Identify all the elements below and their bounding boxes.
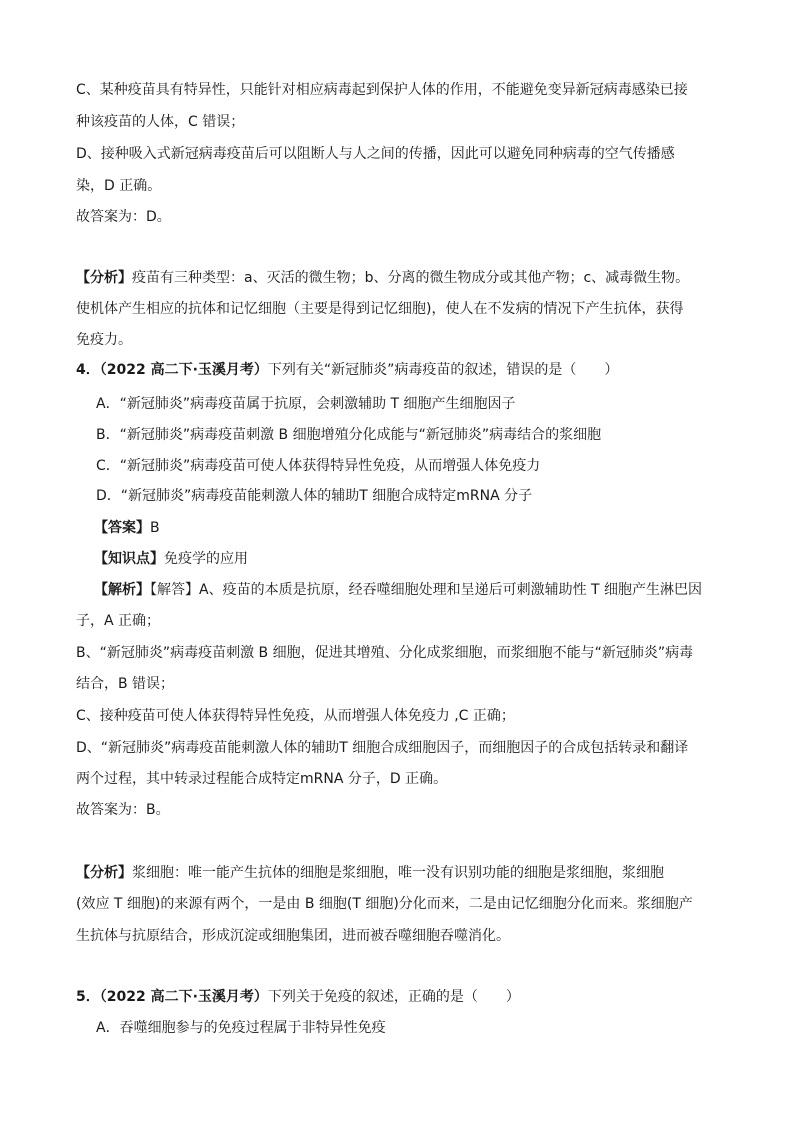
analysis-text: 浆细胞：唯一能产生抗体的细胞是浆细胞，唯一没有识别功能的细胞是浆细胞，浆细胞 bbox=[132, 865, 664, 881]
question-4-final-answer: 故答案为：B。 bbox=[76, 802, 170, 818]
question-5-source: （2022 高二下·玉溪月考） bbox=[99, 989, 268, 1005]
question-4-explain-c: C、接种疫苗可使人体获得特异性免疫，从而增强人体免疫力 ,C 正确； bbox=[76, 708, 515, 724]
question-4-explain-line-1 bbox=[94, 580, 734, 602]
question-4-stem bbox=[76, 360, 734, 382]
question-4-analysis-line-1 bbox=[76, 863, 734, 885]
question-5-number: 5． bbox=[76, 989, 100, 1005]
analysis-label: 【分析】 bbox=[76, 865, 132, 881]
question-4-knowledge bbox=[94, 549, 734, 571]
question-5-text: 下列关于免疫的叙述，正确的是（ ） bbox=[267, 989, 520, 1005]
question-4-number: 4． bbox=[76, 362, 100, 378]
question-4-text: 下列有关“新冠肺炎”病毒疫苗的叙述，错误的是（ ） bbox=[267, 362, 619, 378]
question-4-explain-b-line-2: 结合，B 错误； bbox=[76, 676, 175, 692]
prev-option-d-line-2: 染，D 正确。 bbox=[76, 178, 162, 194]
prev-analysis-text: 疫苗有三种类型：a、灭活的微生物；b、分离的微生物成分或其他产物；c、减毒微生物。 bbox=[132, 270, 690, 286]
prev-option-c-line-1: C、某种疫苗具有特异性，只能针对相应病毒起到保护人体的作用，不能避免变异新冠病毒感染已接 bbox=[76, 82, 688, 98]
question-5-stem bbox=[76, 987, 734, 1009]
question-4-analysis-line-3: 生抗体与抗原结合，形成沉淀或细胞集团，进而被吞噬细胞吞噬消化。 bbox=[76, 928, 510, 944]
prev-analysis-line-2: 使机体产生相应的抗体和记忆细胞（主要是得到记忆细胞)，使人在不发病的情况下产生抗体，获得 bbox=[76, 301, 684, 317]
question-4-option-a: A．“新冠肺炎”病毒疫苗属于抗原，会刺激辅助 T 细胞产生细胞因子 bbox=[96, 396, 516, 412]
knowledge-value: 免疫学的应用 bbox=[164, 551, 248, 567]
question-4-explain-line-2: 子，A 正确； bbox=[76, 613, 161, 629]
prev-analysis-line-3: 免疫力。 bbox=[76, 332, 132, 348]
answer-value: B bbox=[150, 520, 160, 536]
question-5-option-a: A．吞噬细胞参与的免疫过程属于非特异性免疫 bbox=[96, 1020, 386, 1036]
answer-label: 【答案】 bbox=[94, 520, 150, 536]
explain-label: 【解析】 bbox=[94, 582, 150, 598]
question-4-analysis-line-2: (效应 T 细胞)的来源有两个，一是由 B 细胞(T 细胞)分化而来，二是由记忆细胞分化而来。浆细胞产 bbox=[76, 896, 693, 912]
question-4-option-c: C．“新冠肺炎”病毒疫苗可使人体获得特异性免疫，从而增强人体免疫力 bbox=[96, 458, 541, 474]
prev-analysis-line-1 bbox=[76, 268, 734, 290]
question-4-explain-d-line-1: D、“新冠肺炎”病毒疫苗能刺激人体的辅助T 细胞合成细胞因子，而细胞因子的合成包括转录和翻译 bbox=[76, 740, 689, 756]
question-4-explain-b-line-1: B、“新冠肺炎”病毒疫苗刺激 B 细胞，促进其增殖、分化成浆细胞，而浆细胞不能与“新冠肺炎”病毒 bbox=[76, 645, 694, 661]
question-4-option-d: D．“新冠肺炎”病毒疫苗能刺激人体的辅助T 细胞合成特定mRNA 分子 bbox=[96, 488, 533, 504]
knowledge-label: 【知识点】 bbox=[94, 551, 164, 567]
question-4-source: （2022 高二下·玉溪月考） bbox=[99, 362, 268, 378]
prev-answer-line: 故答案为：D。 bbox=[76, 209, 171, 225]
prev-analysis-label: 【分析】 bbox=[76, 270, 132, 286]
explain-text: 【解答】A、疫苗的本质是抗原，经吞噬细胞处理和呈递后可刺激辅助性 T 细胞产生淋巴因 bbox=[150, 582, 703, 598]
question-4-answer bbox=[94, 518, 734, 540]
question-4-explain-d-line-2: 两个过程，其中转录过程能合成特定mRNA 分子，D 正确。 bbox=[76, 771, 448, 787]
prev-option-c-line-2: 种该疫苗的人体，C 错误； bbox=[76, 114, 245, 130]
question-4-option-b: B．“新冠肺炎”病毒疫苗刺激 B 细胞增殖分化成能与“新冠肺炎”病毒结合的浆细胞 bbox=[96, 427, 602, 443]
prev-option-d-line-1: D、接种吸入式新冠病毒疫苗后可以阻断人与人之间的传播，因此可以避免同种病毒的空气传播感 bbox=[76, 146, 675, 162]
